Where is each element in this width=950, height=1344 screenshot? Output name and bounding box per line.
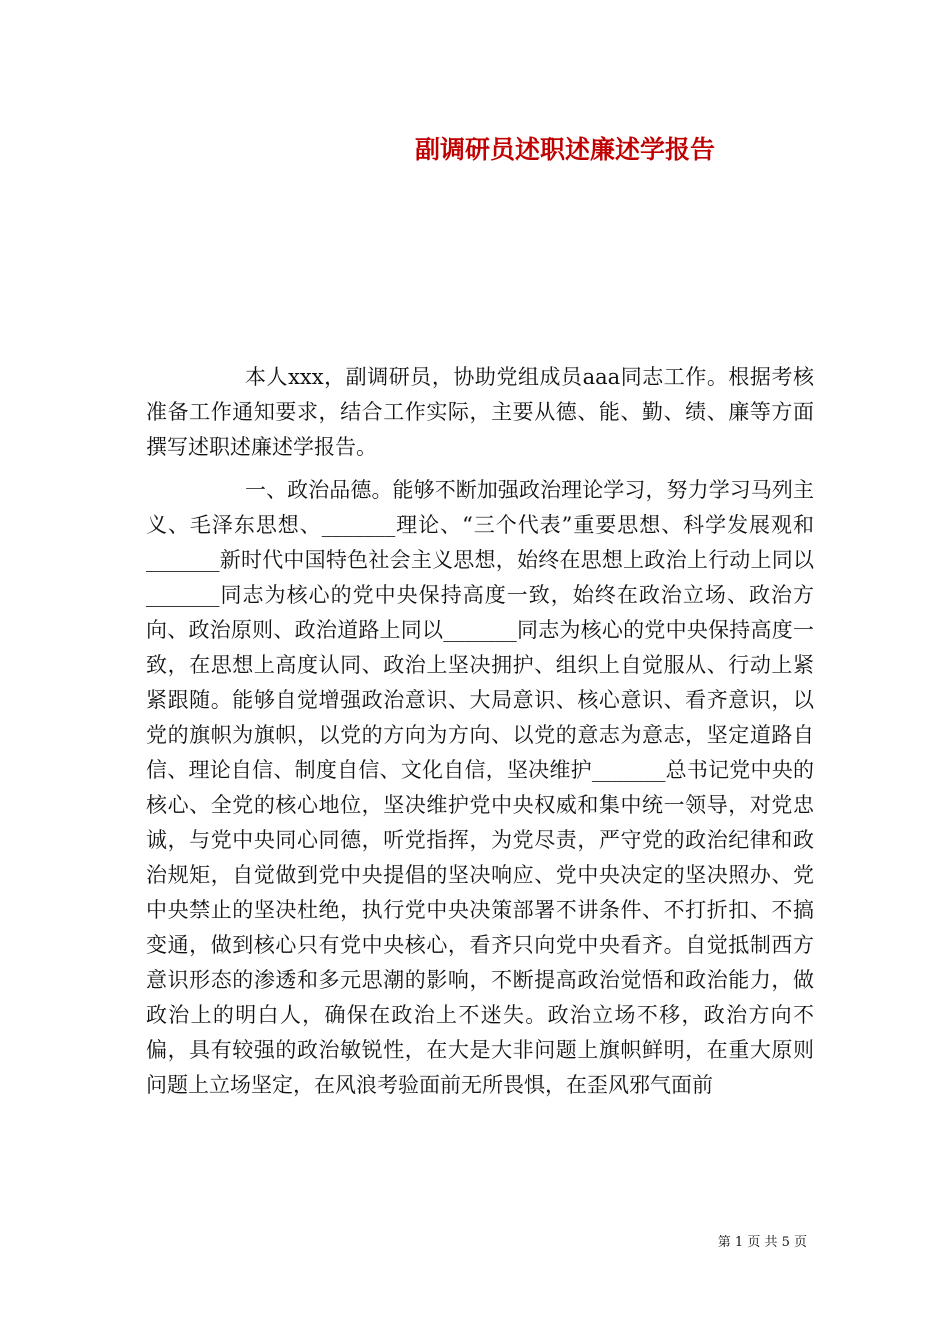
document-body [146,360,814,1111]
paragraph-political-character: 一、政治品德。能够不断加强政治理论学习，努力学习马列主义、毛泽东思想、_______理论、“三个代表”重要思想、科学发展观和_______新时代中国特色社会主义思想，始终在思想上政治上行动上同以_______同志为核心的党中央保持高度一致，始终在政治立场、政治方向、政治原则、政治道路上同以_______同志为核心的党中央保持高度一致，在思想上高度认同、政治上坚决拥护、组织上自觉服从、行动上紧紧跟随。能够自觉增强政治意识、大局意识、核心意识、看齐意识，以党的旗帜为旗帜，以党的方向为方向、以党的意志为意志，坚定道路自信、理论自信、制度自信、文化自信，坚决维护_______总书记党中央的核心、全党的核心地位，坚决维护党中央权威和集中统一领导，对党忠诚，与党中央同心同德，听党指挥，为党尽责，严守党的政治纪律和政治规矩，自觉做到党中央提倡的坚决响应、党中央决定的坚决照办、党中央禁止的坚决杜绝，执行党中央决策部署不讲条件、不打折扣、不搞变通，做到核心只有党中央核心，看齐只向党中央看齐。自觉抵制西方意识形态的渗透和多元思潮的影响，不断提高政治觉悟和政治能力，做政治上的明白人，确保在政治上不迷失。政治立场不移，政治方向不偏，具有较强的政治敏锐性，在大是大非问题上旗帜鲜明，在重大原则问题上立场坚定，在风浪考验面前无所畏惧，在歪风邪气面前 [146,478,814,1097]
paragraph-intro: 本人xxx，副调研员，协助党组成员aaa同志工作。根据考核准备工作通知要求，结合工作实际，主要从德、能、勤、绩、廉等方面撰写述职述廉述学报告。 [146,365,814,459]
page-number-footer: 第 1 页 共 5 页 [717,1235,807,1250]
document-title: 副调研员述职述廉述学报告 [414,135,715,164]
